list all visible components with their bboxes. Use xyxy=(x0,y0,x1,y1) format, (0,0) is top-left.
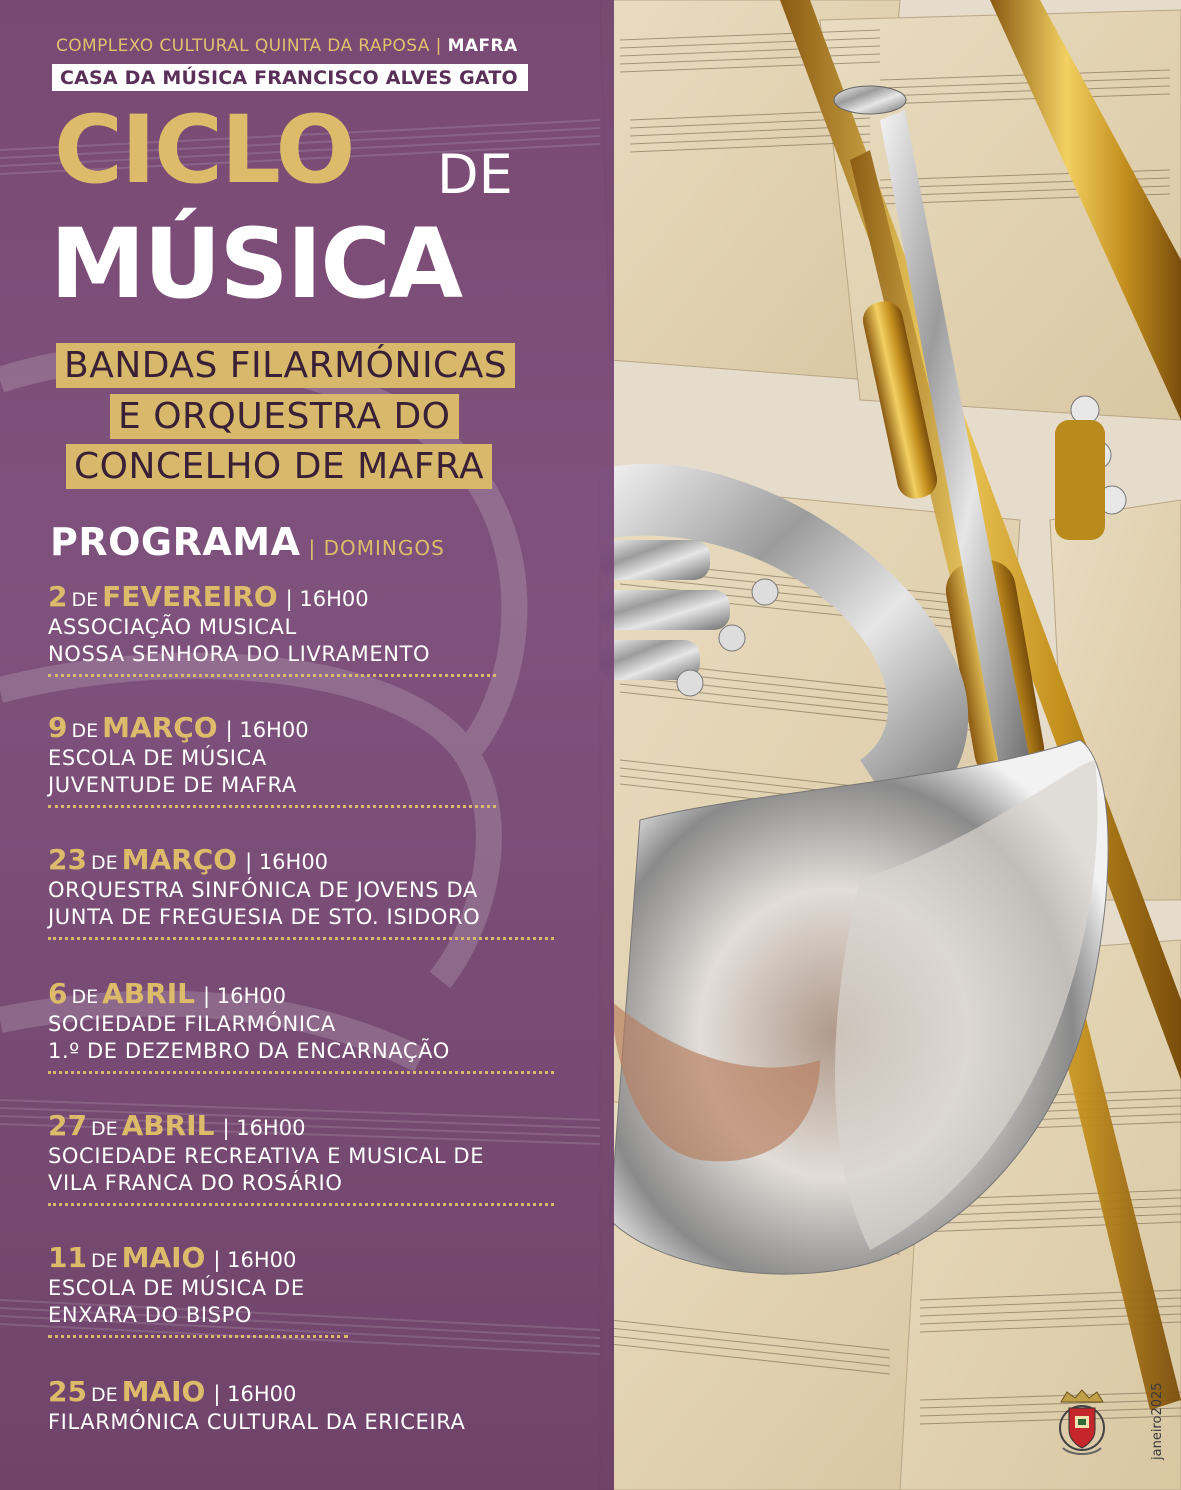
event-day: 9 xyxy=(48,711,68,744)
municipality-crest-icon xyxy=(1053,1388,1111,1462)
event-divider xyxy=(48,674,496,677)
event-day: 2 xyxy=(48,580,68,613)
event-month: FEVEREIRO xyxy=(102,580,278,613)
event-de: DE xyxy=(71,986,99,1008)
event-item xyxy=(48,977,554,1074)
event-item xyxy=(48,1241,348,1338)
event-name-line-1: SOCIEDADE RECREATIVA E MUSICAL DE xyxy=(48,1144,485,1168)
event-de: DE xyxy=(90,1118,118,1140)
event-time: | 16H00 xyxy=(213,1248,297,1272)
event-name-line-1: ESCOLA DE MÚSICA DE xyxy=(48,1276,305,1300)
event-time: | 16H00 xyxy=(222,1116,306,1140)
event-name-line-2: NOSSA SENHORA DO LIVRAMENTO xyxy=(48,642,431,666)
title-de: DE xyxy=(437,143,513,206)
event-item xyxy=(48,1109,554,1206)
program-days: | DOMINGOS xyxy=(308,536,445,560)
event-de: DE xyxy=(90,1250,118,1272)
event-day: 6 xyxy=(48,977,68,1010)
event-day: 11 xyxy=(48,1241,87,1274)
event-de: DE xyxy=(90,1384,118,1406)
subtitle-line-1: BANDAS FILARMÓNICAS xyxy=(56,343,515,388)
program-heading xyxy=(50,520,445,564)
title-musica: MÚSICA xyxy=(50,208,462,320)
event-name-line-2: ENXARA DO BISPO xyxy=(48,1303,253,1327)
date-credit: janeiro2025 xyxy=(1150,1382,1165,1460)
event-item xyxy=(48,1375,554,1436)
event-name-line-1: SOCIEDADE FILARMÓNICA xyxy=(48,1012,336,1036)
event-name-line-1: FILARMÓNICA CULTURAL DA ERICEIRA xyxy=(48,1410,466,1434)
house-label: CASA DA MÚSICA FRANCISCO ALVES GATO xyxy=(52,64,528,91)
event-month: MARÇO xyxy=(121,843,238,876)
venue-city: MAFRA xyxy=(447,36,518,56)
event-time: | 16H00 xyxy=(225,718,309,742)
event-divider xyxy=(48,1071,554,1074)
event-name-line-2: JUVENTUDE DE MAFRA xyxy=(48,773,297,797)
event-month: MAIO xyxy=(121,1375,206,1408)
event-month: ABRIL xyxy=(102,977,195,1010)
event-name-line-1: ASSOCIAÇÃO MUSICAL xyxy=(48,615,297,639)
event-item xyxy=(48,843,554,940)
event-name-line-2: 1.º DE DEZEMBRO DA ENCARNAÇÃO xyxy=(48,1039,450,1063)
event-divider xyxy=(48,937,554,940)
event-time: | 16H00 xyxy=(245,850,329,874)
event-day: 23 xyxy=(48,843,87,876)
event-month: MARÇO xyxy=(102,711,218,744)
event-de: DE xyxy=(71,720,99,742)
venue-line xyxy=(56,36,518,56)
subtitle-line-2: E ORQUESTRA DO xyxy=(110,394,459,439)
event-month: ABRIL xyxy=(121,1109,215,1142)
event-item xyxy=(48,711,496,808)
venue-separator: | xyxy=(435,36,442,56)
venue-name: COMPLEXO CULTURAL QUINTA DA RAPOSA xyxy=(56,36,430,56)
event-divider xyxy=(48,1203,554,1206)
event-divider xyxy=(48,805,496,808)
program-label: PROGRAMA xyxy=(50,520,301,564)
event-de: DE xyxy=(71,589,99,611)
event-time: | 16H00 xyxy=(285,587,369,611)
event-de: DE xyxy=(90,852,118,874)
event-divider xyxy=(48,1335,348,1338)
event-name-line-1: ESCOLA DE MÚSICA xyxy=(48,746,267,770)
event-time: | 16H00 xyxy=(202,984,286,1008)
event-name-line-2: JUNTA DE FREGUESIA DE STO. ISIDORO xyxy=(48,905,481,929)
title-ciclo: CICLO xyxy=(54,96,354,205)
event-item xyxy=(48,580,496,677)
subtitle-line-3: CONCELHO DE MAFRA xyxy=(66,444,492,489)
event-month: MAIO xyxy=(121,1241,206,1274)
event-day: 27 xyxy=(48,1109,87,1142)
event-name-line-1: ORQUESTRA SINFÓNICA DE JOVENS DA xyxy=(48,878,478,902)
event-name-line-2: VILA FRANCA DO ROSÁRIO xyxy=(48,1171,343,1195)
event-day: 25 xyxy=(48,1375,87,1408)
event-time: | 16H00 xyxy=(213,1382,297,1406)
